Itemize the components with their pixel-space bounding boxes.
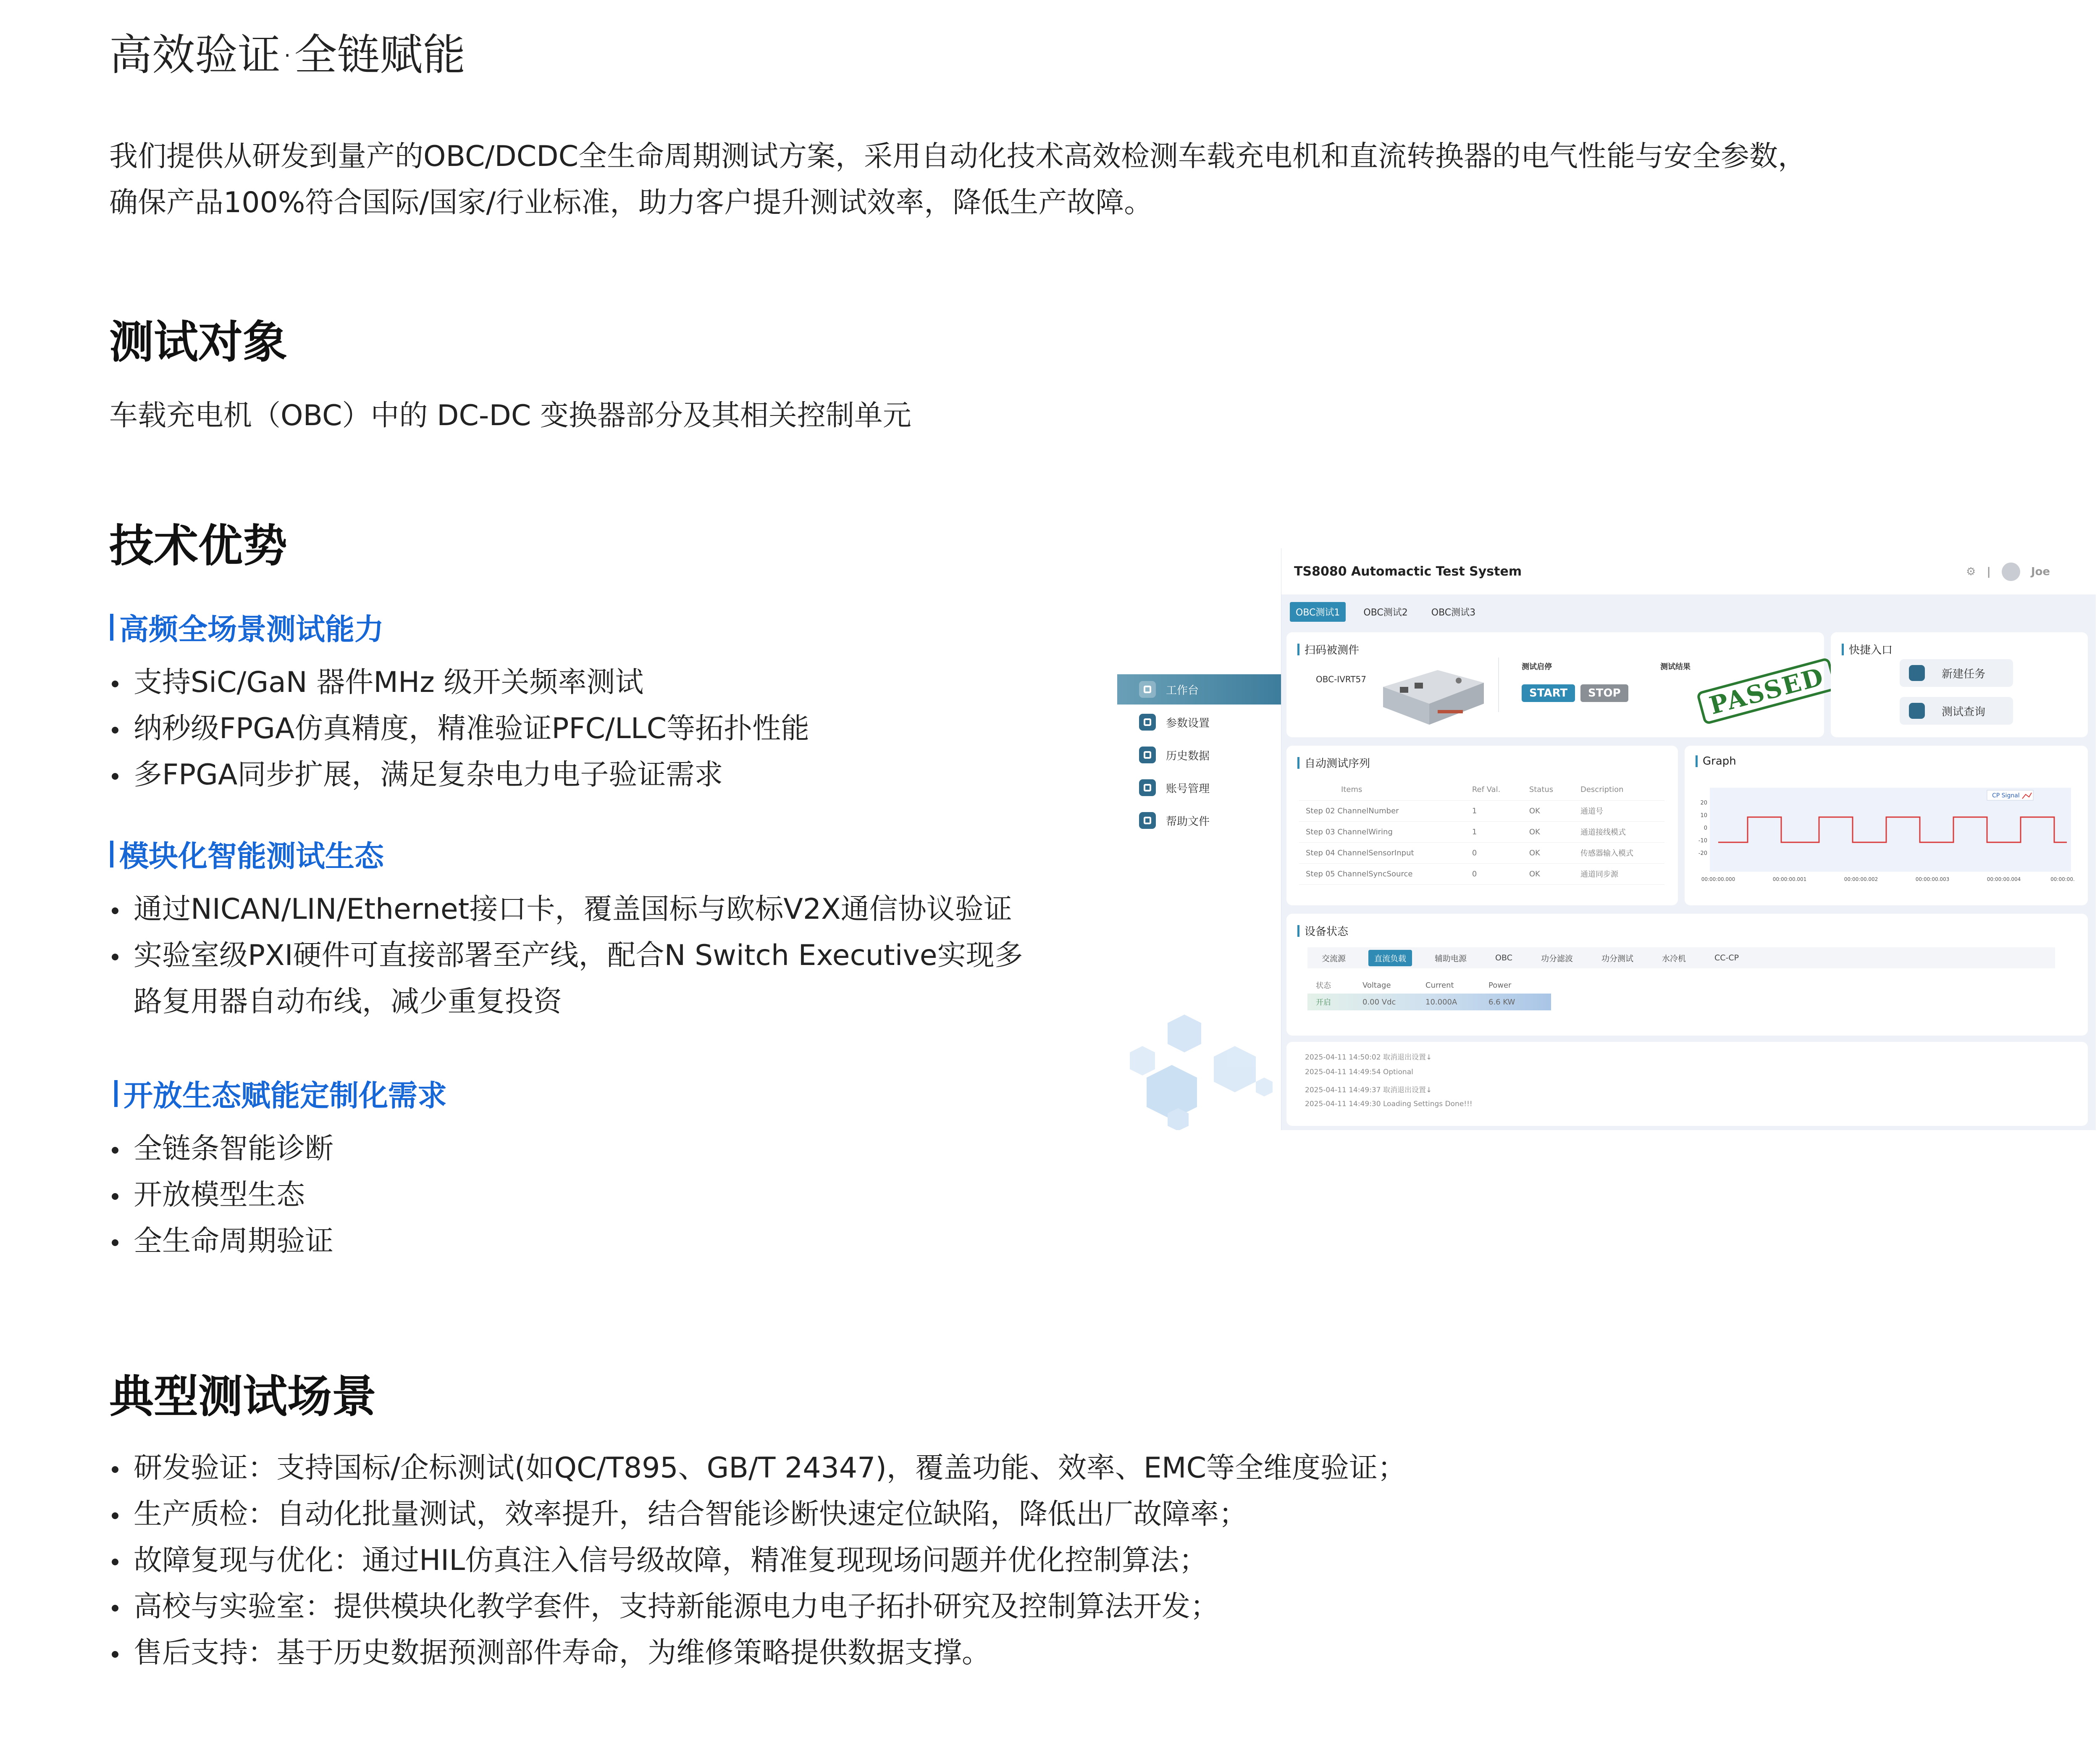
panel-title: 快捷入口 — [1842, 642, 1893, 657]
y-tick-label: -10 — [1698, 838, 1707, 844]
log-line: 2025-04-11 14:49:54 Optional — [1305, 1068, 1413, 1076]
accent-bar — [114, 1080, 118, 1107]
list-modular — [109, 886, 1023, 1025]
tab-aux-power[interactable]: 辅助电源 — [1435, 954, 1467, 963]
test-object-text: 车载充电机（OBC）中的 DC-DC 变换器部分及其相关控制单元 — [109, 399, 911, 432]
list-open-ecosystem — [109, 1126, 333, 1265]
list-item: 通过NICAN/LIN/Ethernet接口卡，覆盖国标与欧标V2X通信协议验证 — [109, 886, 1023, 933]
list-item: 全生命周期验证 — [109, 1218, 333, 1265]
start-button[interactable]: START — [1522, 684, 1575, 702]
list-item: 售后支持：基于历史数据预测部件寿命，为维修策略提供数据支撑。 — [109, 1630, 1406, 1676]
tab-obc[interactable]: OBC — [1495, 953, 1512, 962]
settings-icon[interactable]: ⚙ — [1966, 565, 1976, 578]
log-panel — [1286, 1042, 2088, 1126]
list-item: 实验室级PXI硬件可直接部署至产线，配合N Switch Executive实现多 — [109, 933, 1023, 979]
accent-bar — [110, 614, 113, 641]
table-row[interactable]: Step 03 ChannelWiring 1 OK 通道接线模式 — [1299, 821, 1664, 842]
scan-panel — [1286, 632, 1827, 737]
document-icon — [1139, 812, 1156, 829]
list-item: 纳秒级FPGA仿真精度，精准验证PFC/LLC等拓扑性能 — [109, 706, 809, 752]
table-row[interactable]: 开启 0.00 Vdc 10.000A 6.6 KW — [1307, 994, 1551, 1010]
sequence-table — [1299, 779, 1664, 885]
sidebar-item-settings[interactable]: 参数设置 — [1117, 707, 1281, 737]
list-scenarios — [109, 1445, 1406, 1676]
chart-legend: CP Signal — [1992, 792, 2020, 799]
table-row[interactable]: Step 05 ChannelSyncSource 0 OK 通道同步源 — [1299, 863, 1664, 884]
app-topbar — [1281, 548, 2096, 594]
tab-power-filter[interactable]: 功分滤波 — [1541, 954, 1573, 963]
column-header: Status — [1522, 779, 1574, 800]
grid-icon — [1139, 681, 1156, 698]
intro-line: 我们提供从研发到量产的OBC/DCDC全生命周期测试方案，采用自动化技术高效检测车载充电机和直流转换器的电气性能与安全参数， — [109, 140, 1807, 173]
table-row[interactable]: Step 04 ChannelSensorInput 0 OK 传感器输入模式 — [1299, 842, 1664, 863]
control-label: 测试启停 — [1522, 663, 1552, 671]
y-tick-label: 20 — [1700, 800, 1707, 806]
subheading-high-frequency: 高频全场景测试能力 — [110, 606, 384, 648]
list-item: 多FPGA同步扩展，满足复杂电力电子验证需求 — [109, 752, 809, 798]
heading-advantages: 技术优势 — [109, 520, 287, 572]
quick-entry-panel — [1831, 632, 2088, 737]
intro-line: 确保产品100%符合国际/国家/行业标准，助力客户提升测试效率，降低生产故障。 — [109, 186, 1153, 219]
sidebar-item-workbench[interactable]: 工作台 — [1117, 674, 1281, 705]
test-query-button[interactable]: 测试查询 — [1900, 697, 2013, 725]
tab-chiller[interactable]: 水冷机 — [1662, 954, 1686, 963]
sidebar-item-accounts[interactable]: 账号管理 — [1117, 773, 1281, 803]
list-item: 研发验证：支持国标/企标测试(如QC/T895、GB/T 24347)，覆盖功能、效率、EMC等全维度验证； — [109, 1445, 1406, 1491]
tab-obc-test-3[interactable]: OBC测试3 — [1431, 607, 1476, 618]
dut-device-image — [1375, 657, 1492, 729]
list-item: 高校与实验室：提供模块化教学套件，支持新能源电力电子拓扑研究及控制算法开发； — [109, 1584, 1406, 1630]
device-status-panel — [1286, 914, 2088, 1036]
tab-cc-cp[interactable]: CC-CP — [1714, 953, 1739, 962]
column-header: Ref Val. — [1465, 779, 1522, 800]
panel-title: 扫码被测件 — [1297, 642, 1359, 657]
tab-power-test[interactable]: 功分测试 — [1601, 954, 1634, 963]
topbar-icons — [1966, 563, 2050, 581]
divider — [1498, 657, 1499, 712]
device-tabs — [1307, 947, 2055, 968]
stop-button[interactable]: STOP — [1580, 684, 1628, 702]
heading-test-object: 测试对象 — [109, 316, 287, 368]
decorative-cubes — [1117, 1006, 1285, 1130]
log-line: 2025-04-11 14:49:30 Loading Settings Done!!! — [1305, 1100, 1473, 1108]
y-tick-label: -20 — [1698, 850, 1707, 857]
sequence-panel — [1286, 746, 1678, 905]
subheading-modular: 模块化智能测试生态 — [110, 833, 384, 875]
y-tick-label: 10 — [1700, 812, 1707, 819]
panel-title: 设备状态 — [1297, 923, 1348, 939]
x-tick-label: 00:00:00.003 — [1915, 876, 1950, 882]
table-header-row — [1299, 779, 1664, 800]
document-icon — [1909, 665, 1925, 681]
list-item: 生产质检：自动化批量测试，效率提升，结合智能诊断快速定位缺陷，降低出厂故障率； — [109, 1491, 1406, 1538]
table-row[interactable]: Step 02 ChannelNumber 1 OK 通道号 — [1299, 800, 1664, 821]
list-item: 全链条智能诊断 — [109, 1126, 333, 1172]
app-screenshot — [1117, 548, 2096, 1130]
result-label: 测试结果 — [1660, 663, 1690, 671]
graph-panel — [1685, 746, 2088, 905]
tab-dc-load[interactable]: 直流负载 — [1368, 950, 1412, 966]
log-line: 2025-04-11 14:50:02 取消退出设置↓ — [1305, 1053, 1432, 1062]
app-window — [1281, 548, 2096, 1130]
sidebar — [1117, 674, 1281, 842]
subheading-open-ecosystem: 开放生态赋能定制化需求 — [114, 1072, 447, 1115]
divider-icon: | — [1987, 565, 1991, 578]
panel-title: Graph — [1696, 755, 1736, 768]
x-tick-label: 00:00:00.004 — [1987, 876, 2021, 882]
share-icon — [1139, 714, 1156, 731]
list-item-continuation: 路复用器自动布线，减少重复投资 — [134, 985, 562, 1018]
device-status-table — [1307, 977, 1551, 1010]
x-tick-label: 00:00:00.001 — [1772, 876, 1807, 882]
sidebar-item-history[interactable]: 历史数据 — [1117, 740, 1281, 770]
column-header: Items — [1299, 779, 1465, 800]
list-item: 开放模型生态 — [109, 1172, 333, 1218]
user-name: Joe — [2031, 565, 2050, 578]
x-tick-label: 00:00:00.000 — [1701, 876, 1735, 882]
list-high-frequency — [109, 660, 809, 798]
new-task-button[interactable]: 新建任务 — [1900, 659, 2013, 687]
tab-obc-test-1[interactable]: OBC测试1 — [1290, 602, 1346, 622]
column-header: Description — [1574, 779, 1664, 800]
x-tick-label: 00:00:00. — [2050, 876, 2075, 882]
accent-bar — [110, 841, 113, 868]
log-line: 2025-04-11 14:49:37 取消退出设置↓ — [1305, 1086, 1432, 1094]
intro-paragraph — [109, 134, 1806, 226]
list-item: 支持SiC/GaN 器件MHz 级开关频率测试 — [109, 660, 809, 706]
user-icon — [1139, 779, 1156, 796]
page-title: 高效验证·全链赋能 — [109, 30, 466, 80]
avatar[interactable] — [2002, 563, 2020, 581]
test-tabs — [1290, 602, 1481, 622]
dut-id: OBC-IVRT57 — [1316, 674, 1366, 684]
x-tick-label: 00:00:00.002 — [1844, 876, 1878, 882]
y-tick-label: 0 — [1704, 825, 1707, 831]
table-header-row: 状态 Voltage Current Power — [1316, 981, 1512, 990]
sidebar-item-help[interactable]: 帮助文件 — [1117, 805, 1281, 836]
tab-obc-test-2[interactable]: OBC测试2 — [1363, 607, 1408, 618]
panel-title: 自动测试序列 — [1297, 755, 1370, 770]
app-title: TS8080 Automactic Test System — [1294, 564, 1522, 579]
clock-icon — [1909, 703, 1925, 719]
tab-ac-source[interactable]: 交流源 — [1322, 954, 1346, 963]
list-item: 故障复现与优化：通过HIL仿真注入信号级故障，精准复现现场问题并优化控制算法； — [109, 1538, 1406, 1584]
passed-stamp: PASSED — [1696, 657, 1838, 725]
cp-signal-chart — [1693, 783, 2079, 901]
heading-scenarios: 典型测试场景 — [109, 1371, 376, 1422]
database-icon — [1139, 747, 1156, 763]
